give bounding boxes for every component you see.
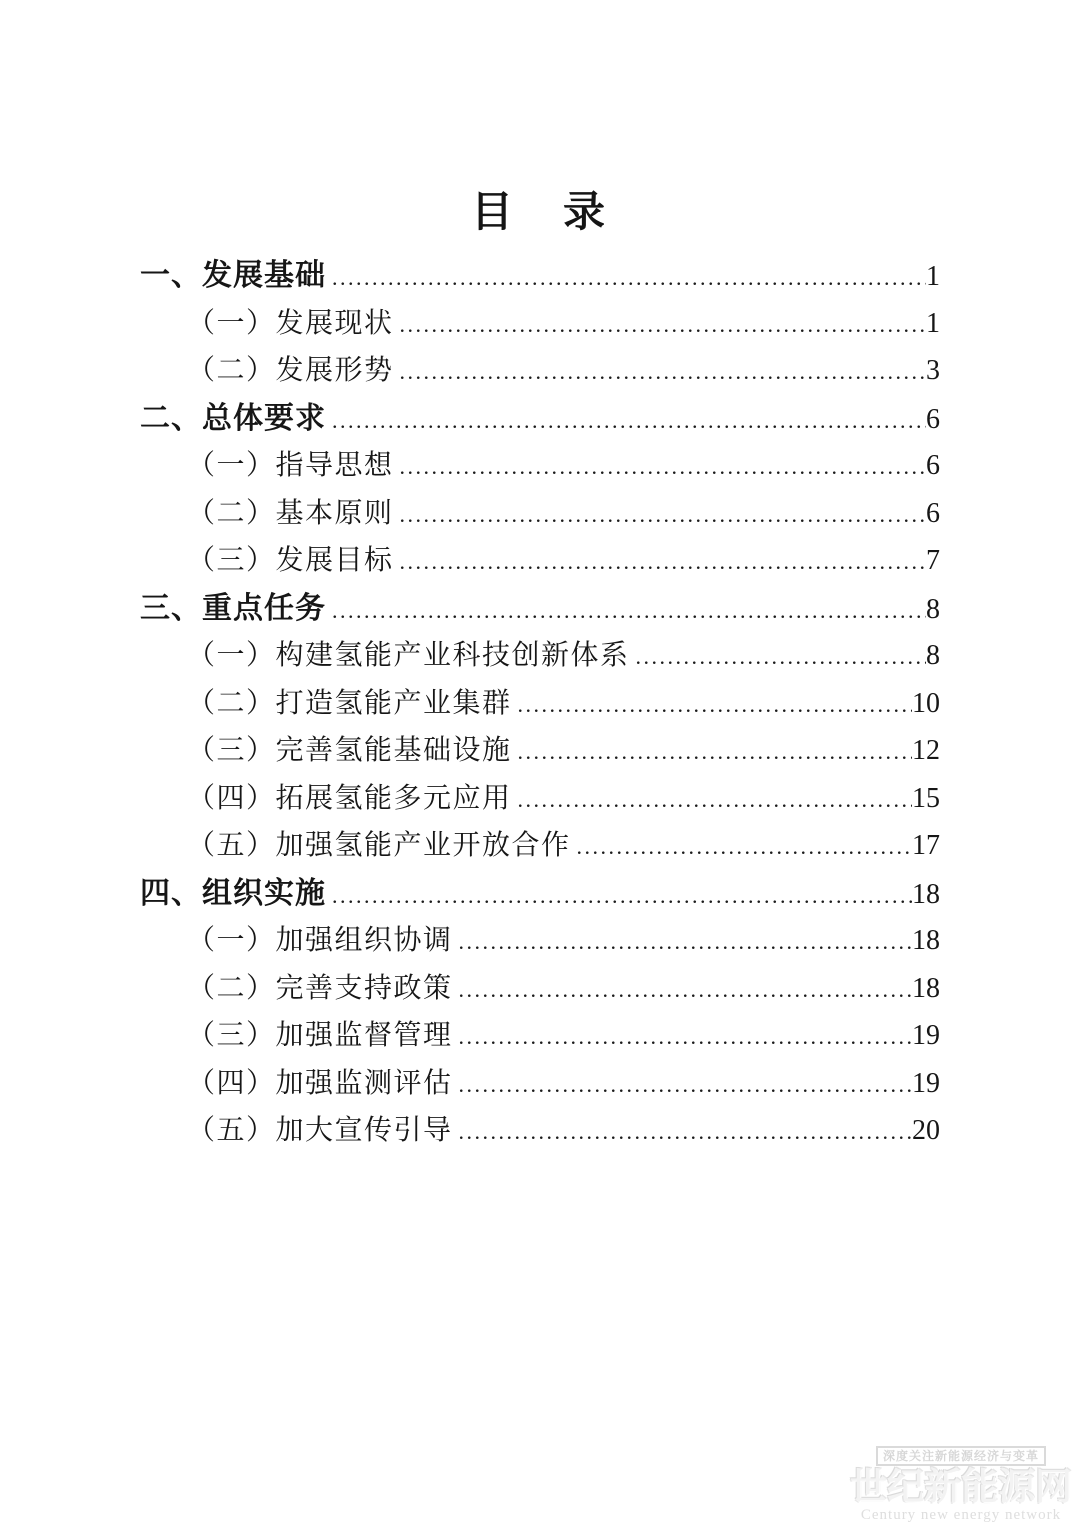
toc-dot-leader [512,739,912,765]
toc-entry-page-number: 6 [926,450,940,481]
toc-entry [140,870,940,918]
watermark [844,1446,1078,1523]
toc-dot-leader [453,1072,912,1098]
toc-entry-page-number: 18 [912,878,940,910]
toc-entry [140,632,940,680]
page-title: 目 录 [470,188,609,235]
toc-entry-label: （四）加强监测评估 [187,1067,453,1099]
toc-dot-leader [394,454,926,480]
toc-entry-label: （三）发展目标 [187,545,394,576]
toc-entry-page-number: 6 [926,403,940,435]
toc-entry-label: （五）加强氢能产业开放合作 [187,830,571,861]
toc-entry [140,347,940,395]
toc-entry-label: （二）发展形势 [187,355,394,386]
toc-entry [140,1060,940,1108]
toc-dot-leader [571,834,912,860]
toc-entry-label: （二）完善支持政策 [187,972,453,1004]
toc-entry [140,252,940,300]
toc-entry [140,965,940,1013]
toc-entry-label: 一、发展基础 [140,259,326,292]
toc-entry-page-number: 18 [912,925,940,956]
toc-entry-page-number: 19 [912,1067,940,1099]
toc-entry [140,490,940,538]
toc-dot-leader [326,598,926,624]
toc-dot-leader [453,977,912,1003]
toc-dot-leader [326,408,926,434]
toc-entry-label: （二）打造氢能产业集群 [187,687,512,719]
toc-entry-page-number: 17 [912,830,940,861]
toc-entry-page-number: 10 [912,687,940,719]
toc-entry-label: 三、重点任务 [140,591,326,625]
toc-entry-label: （五）加大宣传引导 [187,1115,453,1146]
toc-entry [140,727,940,775]
toc-dot-leader [394,502,926,528]
toc-entry [140,822,940,870]
toc-entry [140,1012,940,1060]
toc-entry [140,442,940,490]
toc-entry [140,1107,940,1155]
toc-entry [140,585,940,633]
toc-entry [140,300,940,348]
toc-entry [140,537,940,585]
toc-entry-page-number: 3 [926,355,940,386]
toc-entry-page-number: 19 [912,1020,940,1051]
toc-entry-label: （三）加强监督管理 [187,1020,453,1051]
toc-entry-label: （二）基本原则 [187,497,394,529]
toc-entry-page-number: 18 [912,972,940,1004]
toc-dot-leader [326,265,926,291]
toc-entry-label: （一）发展现状 [187,307,394,339]
toc-dot-leader [394,549,926,575]
toc-entry-label: （三）完善氢能基础设施 [187,735,512,766]
toc-dot-leader [326,883,912,909]
toc-entry-page-number: 1 [926,261,940,292]
toc-entry-label: （一）构建氢能产业科技创新体系 [187,640,630,671]
toc-dot-leader [394,359,926,385]
toc-entry [140,395,940,443]
toc-dot-leader [453,1024,912,1050]
toc-entry [140,917,940,965]
toc-entry [140,775,940,823]
watermark-tagline: 深度关注新能源经济与变革 [876,1446,1046,1466]
toc-entry-label: （一）指导思想 [187,450,394,481]
watermark-site-name-en: Century new energy network [860,1507,1062,1523]
toc-entry-page-number: 20 [912,1115,940,1146]
toc-entry-label: 四、组织实施 [140,876,326,910]
toc-entry [140,680,940,728]
toc-list [140,252,940,1155]
toc-dot-leader [512,692,912,718]
toc-entry-page-number: 8 [926,593,940,625]
toc-entry-page-number: 15 [912,782,940,814]
toc-entry-page-number: 7 [926,545,940,576]
toc-dot-leader [512,787,912,813]
toc-entry-page-number: 6 [926,497,940,529]
watermark-site-name: 世纪新能源网 [850,1466,1072,1507]
toc-entry-page-number: 12 [912,735,940,766]
toc-dot-leader [453,929,912,955]
toc-dot-leader [394,312,926,338]
toc-entry-page-number: 1 [926,307,940,339]
toc-dot-leader [453,1119,912,1145]
toc-entry-label: （四）拓展氢能多元应用 [187,782,512,814]
toc-entry-label: （一）加强组织协调 [187,925,453,956]
toc-dot-leader [630,644,926,670]
toc-entry-page-number: 8 [926,640,940,671]
toc-entry-label: 二、总体要求 [140,401,326,435]
